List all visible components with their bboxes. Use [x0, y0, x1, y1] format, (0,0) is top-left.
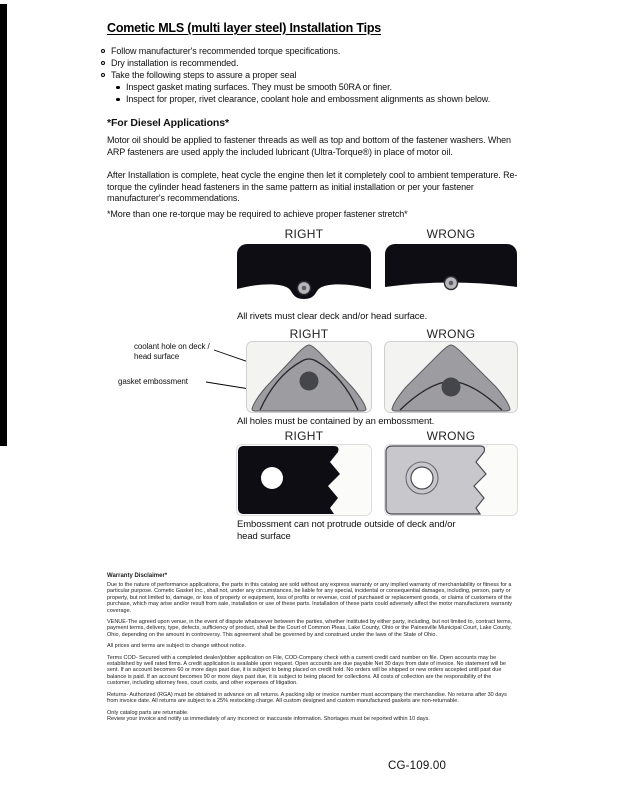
right-label: RIGHT	[289, 327, 329, 341]
right-label: RIGHT	[284, 429, 324, 443]
warranty-disclaimer-heading: Warranty Disclaimer*	[107, 573, 168, 579]
tip-text: Inspect for proper, rivet clearance, coolant hole and embossment alignments as shown below.	[126, 94, 491, 104]
diesel-paragraph-motor-oil: Motor oil should be applied to fastener threads as well as top and bottom of the fastener washers. When ARP fasteners are used apply the included lubricant (Ultra-Torque®) in place of motor oil.	[107, 135, 511, 157]
tip-text: Follow manufacturer's recommended torque specifications.	[111, 46, 341, 56]
wrong-label: WRONG	[426, 429, 476, 443]
tip-text: Inspect gasket mating surfaces. They must be smooth 50RA or finer.	[126, 82, 392, 92]
tip-sub-item	[115, 81, 530, 93]
circle-bullet-icon	[101, 61, 105, 65]
circle-bullet-icon	[101, 49, 105, 53]
retorque-note: *More than one re-torque may be required to achieve proper fastener stretch*	[107, 209, 408, 219]
embossment-protruding-illustration	[384, 444, 518, 516]
wrong-label: WRONG	[426, 227, 476, 241]
legal-block	[107, 573, 513, 727]
review-invoice-line: Review your invoice and notify us immediately of any incorrect or inaccurate information. Shortages must be reported within 10 days.	[107, 715, 430, 722]
rivet-wrong-figure	[384, 243, 518, 307]
tip-sub-item	[115, 93, 530, 105]
left-edge-bar	[0, 4, 7, 446]
embossment-protrusion-caption: Embossment can not protrude outside of deck and/or head surface	[237, 519, 456, 542]
terms-cod-paragraph: Terms COD- Secured with a completed dealer/jobber application on File, COD-Company check with a current credit card number on file. Open accounts may be established by well rated firms. A credit application is available upon request. Open accounts are due payable Net 30 days from date of invoice. No statement will be sent. If an account becomes 60 or more days past due, it is subject to being placed on credit hold. No orders will be shipped or new orders accepted until past due balance is paid. If an account becomes 90 or more days past due, it is subject to being placed for collections. All costs of collection are the responsibility of the customer, including attorney fees, court costs, and other expenses of litigation.	[107, 654, 506, 687]
prices-paragraph: All prices and terms are subject to change without notice.	[107, 643, 247, 650]
diesel-applications-heading: *For Diesel Applications*	[107, 117, 229, 129]
rivet-right-figure	[236, 243, 372, 307]
diesel-paragraph-heat-cycle: After Installation is complete, heat cycle the engine then let it completely cool to ambient temperature. Re-torque the cylinder head fasteners in the same pattern as initial installation or per your fastener manufacturer's recommendations.	[107, 170, 518, 203]
embossment-wrong-figure	[384, 444, 518, 516]
tip-text: Take the following steps to assure a proper seal	[111, 70, 297, 80]
embossment-inside-illustration	[236, 444, 372, 516]
catalog-parts-line: Only catalog parts are returnable.	[107, 709, 189, 716]
embossment-right-figure	[236, 444, 372, 516]
coolant-hole-callout: coolant hole on deck / head surface	[134, 342, 210, 361]
tip-item	[100, 45, 530, 57]
hole-not-contained-illustration	[384, 341, 518, 413]
tips-list	[100, 45, 530, 105]
page-title: Cometic MLS (multi layer steel) Installation Tips	[107, 21, 382, 35]
rivet-caption: All rivets must clear deck and/or head surface.	[237, 311, 428, 322]
dot-bullet-icon	[116, 86, 120, 90]
page-code: CG-109.00	[388, 760, 447, 772]
warranty-paragraph: Due to the nature of performance applications, the parts in this catalog are sold without any express warranty or any implied warranty of merchantability or fitness for a particular purpose. Cometic Gasket Inc., shall not, under any circumstances, be liable for any special, incidental or consequential damages, including, person, party or property, but not limited to, damage, or loss of property or equipment, loss of profits or revenue, cost of purchased or replacement goods, or claims of customers of the purchase, which may arise and/or result from sale, installation or use of these parts. Installation of these parts could adversely affect the motor manufacturers warranty coverage.	[107, 582, 512, 614]
tip-item	[100, 57, 530, 69]
embossment-containment-caption: All holes must be contained by an embossment.	[237, 416, 435, 427]
rivet-clear-illustration	[236, 243, 372, 307]
hole-contained-illustration	[246, 341, 372, 413]
circle-bullet-icon	[101, 73, 105, 77]
dot-bullet-icon	[116, 98, 120, 102]
coolant-hole-wrong-figure	[384, 341, 518, 413]
right-label: RIGHT	[284, 227, 324, 241]
venue-paragraph: VENUE-The agreed upon venue, in the event of dispute whatsoever between the parties, whether instituted by either party, including, but not limited to, contract terms, payment terms, delivery, type, defects, sufficiency of product, shall be the Court of Common Pleas, Lake County, Ohio or the Painesville Municipal Court, Lake County, Ohio, depending on the amount in controversy. This agreement shall be governed by and construed under the laws of the State of Ohio.	[107, 619, 512, 638]
wrong-label: WRONG	[426, 327, 476, 341]
returns-paragraph: Returns- Authorized (RGA) must be obtained in advance on all returns. A packing slip or invoice number must accompany the merchandise. No returns after 30 days from invoice date. All returns are subject to a 25% restocking charge. All custom designed and custom manufactured gaskets are non-returnable.	[107, 691, 507, 705]
gasket-embossment-callout: gasket embossment	[118, 377, 188, 386]
tip-text: Dry installation is recommended.	[111, 58, 239, 68]
tip-item	[100, 69, 530, 81]
rivet-overlap-illustration	[384, 243, 518, 307]
coolant-hole-right-figure	[246, 341, 372, 413]
